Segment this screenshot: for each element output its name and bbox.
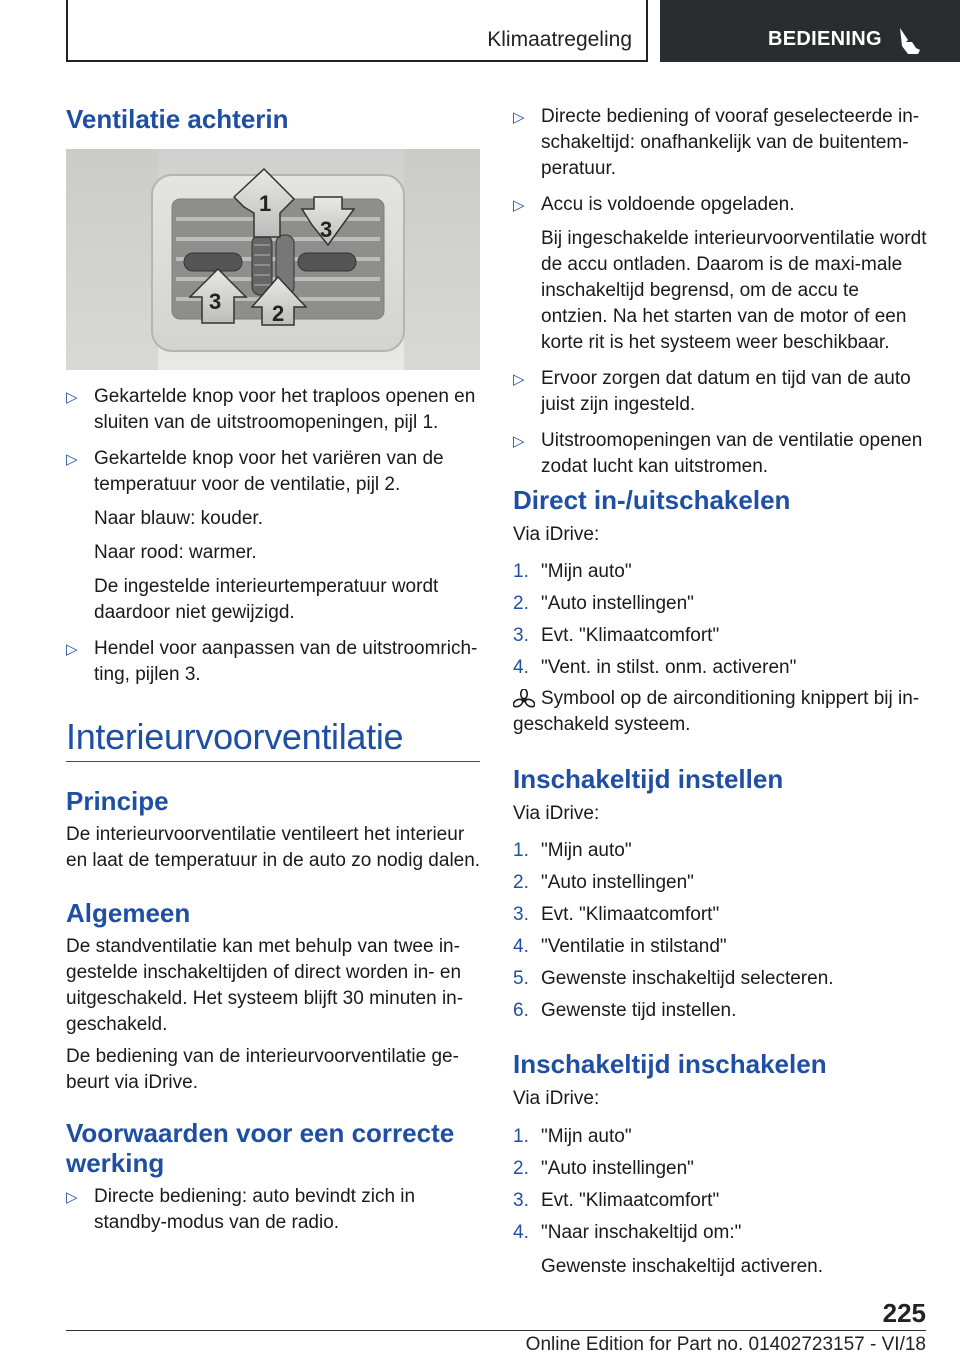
arrow-label-2: 2 <box>272 301 285 326</box>
conditions-bullets-left <box>66 1184 482 1236</box>
list-item: 3. Evt. "Klimaatcomfort" <box>513 1190 720 1211</box>
set-title: Inschakeltijd instellen <box>513 764 784 794</box>
vent-illustration <box>66 149 480 370</box>
list-item: ▷ Gekartelde knop voor het variëren van de temperatuur voor de ventilatie, pijl 2. Naar blauw: kouder. Naar rood: warmer. De ingestelde interieurtemperatuur wordt daardoor niet gewijzigd. <box>94 446 482 626</box>
activate-steps <box>513 1124 929 1280</box>
header-section <box>66 0 648 62</box>
activate-via: Via iDrive: <box>513 1088 600 1109</box>
list-item: 1. "Mijn auto" <box>513 840 632 861</box>
list-item: 1. "Mijn auto" <box>513 1126 632 1147</box>
bullet-marker: ▷ <box>66 389 78 406</box>
bullet-subtext: De ingestelde interieurtemperatuur wordt daardoor niet gewijzigd. <box>94 576 439 623</box>
bullet-marker: ▷ <box>66 1189 78 1206</box>
step-subtext: Gewenste inschakeltijd activeren. <box>541 1256 823 1277</box>
general-title: Algemeen <box>66 898 191 928</box>
bullet-marker: ▷ <box>513 433 525 450</box>
header-tab-title: BEDIENING <box>768 28 882 50</box>
set-steps <box>513 838 929 1024</box>
chapter-title: Interieurvoorventilatie <box>66 716 404 757</box>
list-item: 3. Evt. "Klimaatcomfort" <box>513 625 720 646</box>
direct-via: Via iDrive: <box>513 524 600 545</box>
direct-steps <box>513 559 929 681</box>
principle-text: De interieurvoorventilatie ventileert het interieur en laat de temperatuur in de auto zo nodig dalen. <box>66 824 481 871</box>
bullet-marker: ▷ <box>513 371 525 388</box>
list-item: ▷ Uitstroomopeningen van de ventilatie openen zodat lucht kan uitstromen. <box>513 430 923 477</box>
list-item: 2. "Auto instellingen" <box>513 593 694 614</box>
list-item: 4. "Naar inschakeltijd om:" Gewenste inschakeltijd activeren. <box>541 1220 929 1280</box>
set-via: Via iDrive: <box>513 803 600 824</box>
footer-rule <box>66 1330 926 1331</box>
list-item: 5. Gewenste inschakeltijd selecteren. <box>513 968 834 989</box>
list-item: 6. Gewenste tijd instellen. <box>513 1000 737 1021</box>
direct-note <box>513 686 929 738</box>
arrow-label-3-right: 3 <box>320 217 333 242</box>
bullet-marker: ▷ <box>513 109 525 126</box>
general-text-1: De standventilatie kan met behulp van twee in-gestelde inschakeltijden of direct worden in- en uitgeschakeld. Het systeem blijft 30 minuten in-geschakeld. <box>66 936 464 1035</box>
bullet-marker: ▷ <box>513 197 525 214</box>
list-item: ▷ Ervoor zorgen dat datum en tijd van de auto juist zijn ingesteld. <box>513 368 911 415</box>
direct-title: Direct in-/uitschakelen <box>513 485 791 515</box>
principle-title: Principe <box>66 786 169 816</box>
fan-icon <box>513 689 535 709</box>
list-item: 4. "Vent. in stilst. onm. activeren" <box>513 657 797 678</box>
header-section-title: Klimaatregeling <box>487 28 632 51</box>
list-item: 1. "Mijn auto" <box>513 561 632 582</box>
list-item: 3. Evt. "Klimaatcomfort" <box>513 904 720 925</box>
list-item: 2. "Auto instellingen" <box>513 1158 694 1179</box>
direct-note-text: Symbool op de airconditioning knippert bij in-geschakeld systeem. <box>513 688 920 735</box>
list-item: 2. "Auto instellingen" <box>513 872 694 893</box>
list-item: ▷ Accu is voldoende opgeladen. Bij ingeschakelde interieurvoorventilatie wordt de accu ontladen. Daarom is de maxi-male inschakeltijd begrensd, om de accu te ontzien. Na het starten van de motor of een korte rit is het systeem weer beschikbaar. <box>541 192 929 356</box>
vent-image <box>66 149 480 370</box>
bullet-marker: ▷ <box>66 451 78 468</box>
activate-title: Inschakeltijd inschakelen <box>513 1049 827 1079</box>
list-item: ▷ Gekartelde knop voor het traploos openen en sluiten van de uitstroomopeningen, pijl 1. <box>66 386 476 433</box>
general-text-2: De bediening van de interieurvoorventilatie ge-beurt via iDrive. <box>66 1046 459 1093</box>
vent-bullets <box>66 384 482 688</box>
header-tab <box>660 0 960 62</box>
list-item: ▷ Directe bediening of vooraf geselecteerde in-schakeltijd: onafhankelijk van de buitentem-peratuur. <box>513 106 920 179</box>
list-item: 4. "Ventilatie in stilstand" <box>513 936 727 957</box>
list-item: ▷ Hendel voor aanpassen van de uitstroomrich-ting, pijlen 3. <box>66 638 478 685</box>
conditions-bullets-right <box>513 104 929 480</box>
bullet-subtext: Naar blauw: kouder. <box>94 508 263 529</box>
hand-pointer-icon <box>896 26 924 54</box>
bullet-subtext: Naar rood: warmer. <box>94 542 257 563</box>
chapter-rule <box>66 761 480 762</box>
bullet-marker: ▷ <box>66 641 78 658</box>
edition-text: Online Edition for Part no. 01402723157 - VI/18 <box>525 1334 926 1355</box>
conditions-title: Voorwaarden voor een correcte werking <box>66 1118 455 1178</box>
arrow-label-3-left: 3 <box>209 289 222 314</box>
arrow-label-1: 1 <box>259 191 272 216</box>
bullet-subtext: Bij ingeschakelde interieurvoorventilatie wordt de accu ontladen. Daarom is de maxi-male inschakeltijd begrensd, om de accu te ontzien. Na het starten van de motor of een korte rit is het systeem weer beschikbaar. <box>541 228 927 353</box>
list-item: ▷ Directe bediening: auto bevindt zich in standby-modus van de radio. <box>66 1186 416 1233</box>
section-title-ventilation: Ventilatie achterin <box>66 104 289 134</box>
page-number: 225 <box>882 1298 926 1328</box>
